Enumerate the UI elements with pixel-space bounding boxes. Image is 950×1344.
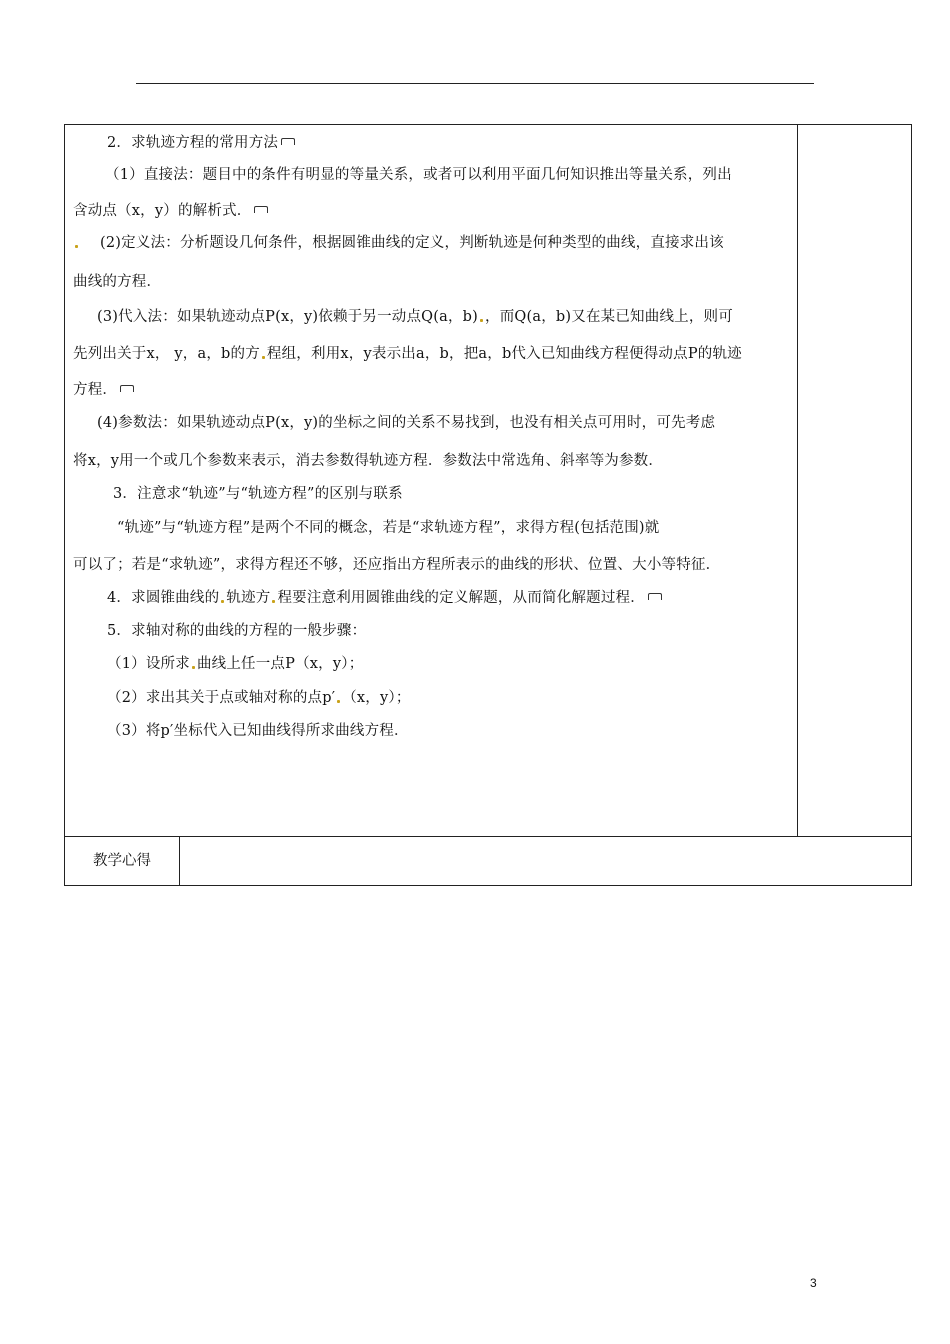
edit-mark-icon bbox=[281, 138, 295, 145]
marker-dot-icon bbox=[337, 700, 340, 703]
text-line: 方程． bbox=[73, 378, 134, 399]
lesson-table bbox=[64, 124, 912, 886]
page-number: 3 bbox=[810, 1276, 817, 1290]
text-line: (4)参数法：如果轨迹动点P(x，y)的坐标之间的关系不易找到，也没有相关点可用时，可先考虑 bbox=[97, 415, 716, 431]
marker-dot-icon bbox=[192, 666, 195, 669]
marker-dot-icon bbox=[262, 356, 265, 359]
reflection-row bbox=[65, 836, 911, 885]
text-line: 2．求轨迹方程的常用方法 bbox=[107, 131, 295, 152]
section-heading: 3．注意求“轨迹”与“轨迹方程”的区别与联系 bbox=[113, 486, 403, 502]
side-column-cell bbox=[798, 125, 911, 836]
text-line: 可以了；若是“求轨迹”，求得方程还不够，还应指出方程所表示的曲线的形状、位置、大小等特征． bbox=[73, 557, 721, 573]
content-cell bbox=[65, 125, 798, 836]
text-line: (3)代入法：如果轨迹动点P(x，y)依赖于另一动点Q(a，b) ，而Q(a，b)又在某已知曲线上，则可 bbox=[97, 309, 733, 325]
text-line: （1）直接法：题目中的条件有明显的等量关系，或者可以利用平面几何知识推出等量关系，列出 bbox=[105, 167, 732, 183]
text-line: （2）求出其关于点或轴对称的点p′ （x，y）； bbox=[107, 690, 411, 706]
reflection-label: 教学心得 bbox=[65, 837, 180, 885]
marker-dot-icon bbox=[221, 600, 224, 603]
text-line: “轨迹”与“轨迹方程”是两个不同的概念，若是“求轨迹方程”，求得方程(包括范围)就 bbox=[117, 520, 660, 536]
header-rule bbox=[136, 83, 814, 84]
section-heading: 4．求圆锥曲线的 轨迹方 程要注意利用圆锥曲线的定义解题，从而简化解题过程． bbox=[107, 586, 662, 607]
text-line: 先列出关于x， y，a，b的方 程组，利用x，y表示出a，b，把a，b代入已知曲线方程便得动点P的轨迹 bbox=[73, 346, 742, 362]
edit-mark-icon bbox=[254, 206, 268, 213]
text-line: 将x，y用一个或几个参数来表示，消去参数得轨迹方程．参数法中常选角、斜率等为参数． bbox=[73, 453, 664, 469]
text-line: （3）将p′坐标代入已知曲线得所求曲线方程． bbox=[107, 723, 409, 739]
text-line: 曲线的方程． bbox=[73, 274, 162, 290]
text-line: (2)定义法：分析题设几何条件，根据圆锥曲线的定义，判断轨迹是何种类型的曲线，直接求出该 bbox=[73, 231, 724, 252]
section-heading: 5．求轴对称的曲线的方程的一般步骤： bbox=[107, 623, 367, 639]
text-line: （1）设所求 曲线上任一点P（x，y）； bbox=[107, 656, 364, 672]
reflection-blank-cell bbox=[180, 837, 911, 885]
text-line: 含动点（x，y）的解析式． bbox=[73, 199, 268, 220]
edit-mark-icon bbox=[120, 385, 134, 392]
marker-dot-icon bbox=[480, 319, 483, 322]
edit-mark-icon bbox=[648, 593, 662, 600]
marker-dot-icon bbox=[272, 600, 275, 603]
marker-dot-icon bbox=[75, 245, 78, 248]
